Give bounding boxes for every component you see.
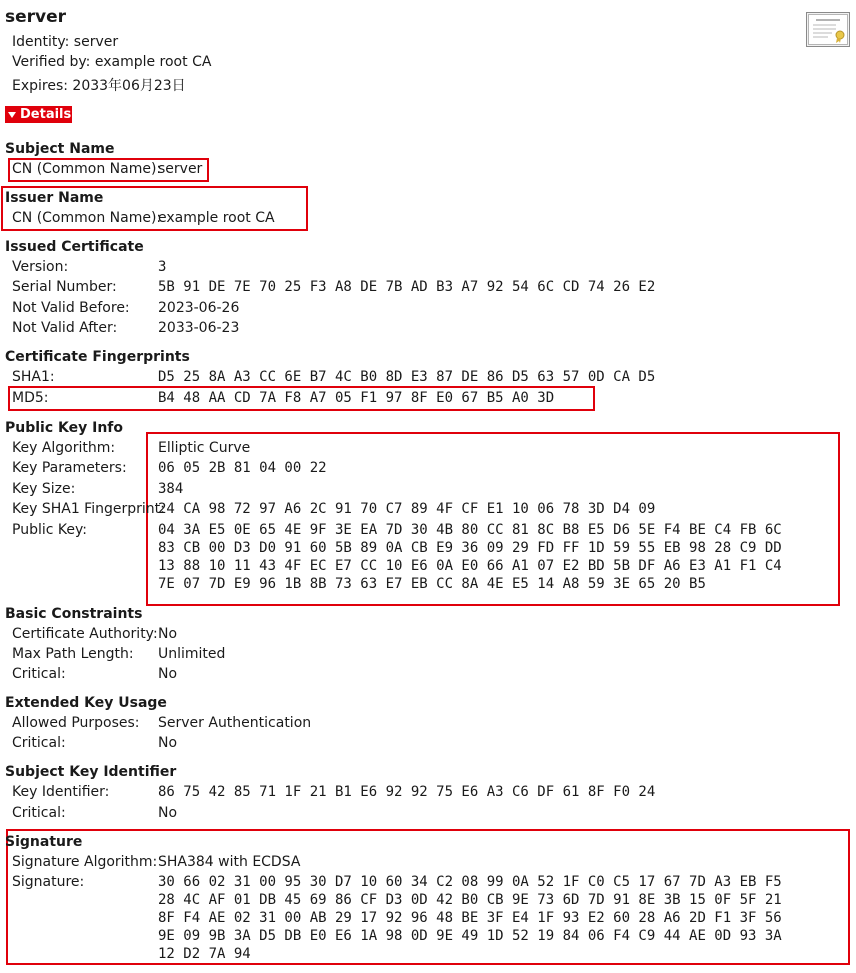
signature-line: 12 D2 7A 94 — [158, 946, 251, 962]
eku-critical-label: Critical: — [12, 735, 66, 751]
details-label: Details — [20, 107, 72, 122]
serial-number-value: 5B 91 DE 7E 70 25 F3 A8 DE 7B AD B3 A7 92 54 6C CD 74 26 E2 — [158, 279, 656, 295]
not-valid-after-value: 2033-06-23 — [158, 320, 240, 336]
extended-key-usage-heading: Extended Key Usage — [5, 695, 167, 711]
max-path-length-value: Unlimited — [158, 646, 226, 662]
allowed-purposes-value: Server Authentication — [158, 715, 312, 731]
certificate-icon — [806, 12, 850, 47]
max-path-length-label: Max Path Length: — [12, 646, 134, 662]
issuer-cn-label: CN (Common Name): — [12, 210, 162, 226]
signature-line: 30 66 02 31 00 95 30 D7 10 60 34 C2 08 99 0A 52 1F C0 C5 17 67 7D A3 EB F5 — [158, 874, 782, 890]
allowed-purposes-label: Allowed Purposes: — [12, 715, 140, 731]
certificate-authority-label: Certificate Authority: — [12, 626, 158, 642]
subject-name-heading: Subject Name — [5, 141, 115, 157]
md5-value: B4 48 AA CD 7A F8 A7 05 F1 97 8F E0 67 B5 A0 3D — [158, 390, 555, 406]
public-key-info-heading: Public Key Info — [5, 420, 124, 436]
sha1-label: SHA1: — [12, 369, 55, 385]
eku-critical-value: No — [158, 735, 178, 751]
key-algorithm-label: Key Algorithm: — [12, 440, 116, 456]
fingerprints-heading: Certificate Fingerprints — [5, 349, 190, 365]
sha1-value: D5 25 8A A3 CC 6E B7 4C B0 8D E3 87 DE 86 D5 63 57 0D CA D5 — [158, 369, 656, 385]
certificate-authority-value: No — [158, 626, 178, 642]
key-parameters-label: Key Parameters: — [12, 460, 127, 476]
subject-cn-label: CN (Common Name): — [12, 161, 162, 177]
signature-line: 28 4C AF 01 DB 45 69 86 CF D3 0D 42 B0 CB 9E 73 6D 7D 91 8E 3B 15 0F 5F 21 — [158, 892, 782, 908]
public-key-label: Public Key: — [12, 522, 87, 538]
signature-label: Signature: — [12, 874, 85, 890]
signature-line: 8F F4 AE 02 31 00 AB 29 17 92 96 48 BE 3F E4 1F 93 E2 60 28 A6 2D F1 3F 56 — [158, 910, 782, 926]
not-valid-before-label: Not Valid Before: — [12, 300, 130, 316]
not-valid-after-label: Not Valid After: — [12, 320, 118, 336]
not-valid-before-value: 2023-06-26 — [158, 300, 240, 316]
public-key-line: 7E 07 7D E9 96 1B 8B 73 63 E7 EB CC 8A 4E E5 14 A8 59 3E 65 20 B5 — [158, 576, 706, 592]
basic-constraints-critical-value: No — [158, 666, 178, 682]
subject-cn-value: server — [158, 161, 203, 177]
ski-critical-label: Critical: — [12, 805, 66, 821]
identity-text: Identity: server — [12, 34, 119, 50]
chevron-down-icon — [8, 112, 16, 118]
key-algorithm-value: Elliptic Curve — [158, 440, 251, 456]
basic-constraints-critical-label: Critical: — [12, 666, 66, 682]
signature-algorithm-value: SHA384 with ECDSA — [158, 854, 301, 870]
signature-algorithm-label: Signature Algorithm: — [12, 854, 158, 870]
key-parameters-value: 06 05 2B 81 04 00 22 — [158, 460, 327, 476]
public-key-line: 83 CB 00 D3 D0 91 60 5B 89 0A CB E9 36 09 29 FD FF 1D 59 55 EB 98 28 C9 DD — [158, 540, 782, 556]
public-key-line: 13 88 10 11 43 4F EC E7 CC 10 E6 0A E0 66 A1 07 E2 BD 5B DF A6 E3 A1 F1 C4 — [158, 558, 782, 574]
issued-certificate-heading: Issued Certificate — [5, 239, 144, 255]
version-value: 3 — [158, 259, 167, 275]
signature-line: 9E 09 9B 3A D5 DB E0 E6 1A 98 0D 9E 49 1D 52 19 84 06 F4 C9 44 AE 0D 93 3A — [158, 928, 782, 944]
issuer-name-heading: Issuer Name — [5, 190, 104, 206]
key-sha1-fingerprint-value: 24 CA 98 72 97 A6 2C 91 70 C7 89 4F CF E1 10 06 78 3D D4 09 — [158, 501, 656, 517]
md5-label: MD5: — [12, 390, 49, 406]
serial-number-label: Serial Number: — [12, 279, 117, 295]
basic-constraints-heading: Basic Constraints — [5, 606, 143, 622]
page-title: server — [5, 7, 67, 27]
details-toggle-button[interactable] — [5, 106, 72, 123]
key-size-label: Key Size: — [12, 481, 76, 497]
version-label: Version: — [12, 259, 69, 275]
key-identifier-value: 86 75 42 85 71 1F 21 B1 E6 92 92 75 E6 A3 C6 DF 61 8F F0 24 — [158, 784, 656, 800]
public-key-line: 04 3A E5 0E 65 4E 9F 3E EA 7D 30 4B 80 CC 81 8C B8 E5 D6 5E F4 BE C4 FB 6C — [158, 522, 782, 538]
key-size-value: 384 — [158, 481, 184, 497]
ski-critical-value: No — [158, 805, 178, 821]
verified-by-text: Verified by: example root CA — [12, 54, 212, 70]
issuer-cn-value: example root CA — [158, 210, 275, 226]
signature-heading: Signature — [5, 834, 83, 850]
subject-key-identifier-heading: Subject Key Identifier — [5, 764, 177, 780]
key-identifier-label: Key Identifier: — [12, 784, 110, 800]
key-sha1-fingerprint-label: Key SHA1 Fingerprint: — [12, 501, 165, 517]
expires-text: Expires: 2033年06月23日 — [12, 78, 186, 94]
